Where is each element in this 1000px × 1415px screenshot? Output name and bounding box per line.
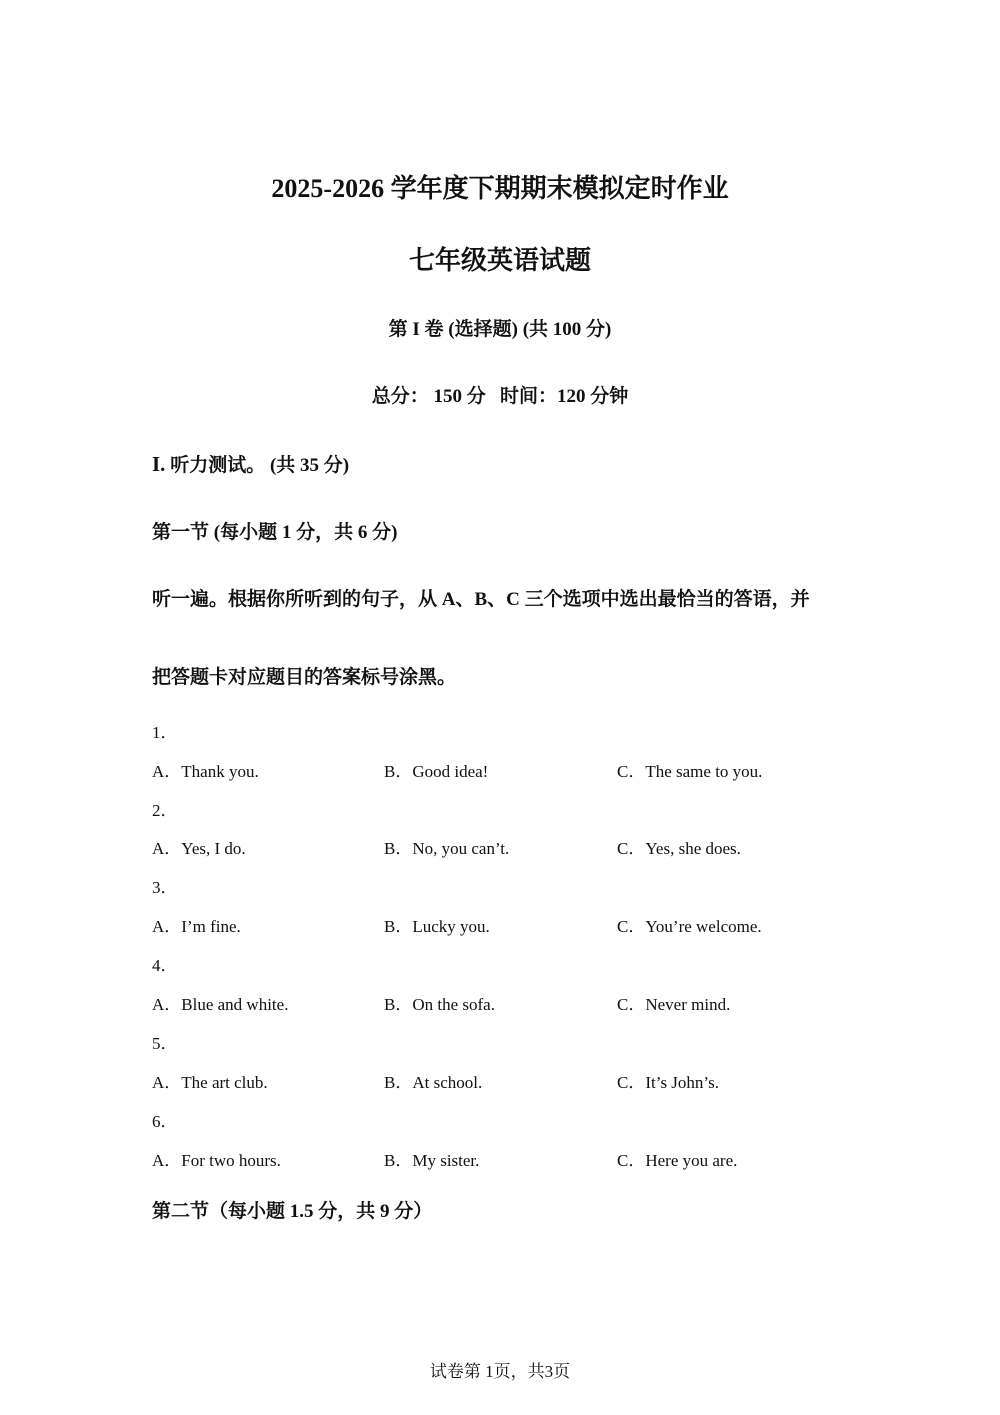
question-number: 1． [152, 723, 178, 742]
option-a: A．Yes, I do. [152, 839, 246, 858]
volume-heading: 第 I 卷 (选择题) (共 100 分) [388, 319, 612, 340]
option-b: B．My sister. [384, 1151, 480, 1170]
option-b: B．Lucky you. [384, 917, 490, 936]
option-b: B．On the sofa. [384, 995, 495, 1014]
option-a: A．Thank you. [152, 762, 259, 781]
question-number: 4． [152, 956, 178, 975]
part1-heading: 第一节 (每小题 1 分，共 6 分) [152, 522, 398, 543]
question-number: 5． [152, 1034, 178, 1053]
exam-title: 2025-2026 学年度下期期末模拟定时作业 [271, 174, 729, 203]
option-b: B．Good idea! [384, 762, 489, 781]
page-footer: 试卷第 1页，共3页 [429, 1362, 571, 1381]
option-a: A．For two hours. [152, 1151, 281, 1170]
option-c: C．Here you are. [617, 1151, 738, 1170]
option-a: A．I’m fine. [152, 917, 241, 936]
question-number: 6． [152, 1112, 178, 1131]
part2-heading: 第二节（每小题 1.5 分，共 9 分） [152, 1201, 433, 1222]
section-label: 听力测试。 (共 35 分) [165, 455, 350, 476]
section-roman-numeral: I. [152, 452, 166, 476]
score-time: 总分： 150 分 时间：120 分钟 [371, 386, 629, 407]
option-c: C．Yes, she does. [617, 839, 741, 858]
instruction-line-1: 听一遍。根据你所听到的句子，从 A、B、C 三个选项中选出最恰当的答语，并 [152, 589, 810, 610]
section-heading-listening [152, 450, 349, 477]
option-b: B．At school. [384, 1073, 483, 1092]
option-c: C．The same to you. [617, 762, 763, 781]
option-a: A．The art club. [152, 1073, 268, 1092]
question-number: 3． [152, 878, 178, 897]
instruction-line-2: 把答题卡对应题目的答案标号涂黑。 [152, 667, 457, 688]
option-c: C．Never mind. [617, 995, 731, 1014]
option-c: C．It’s John’s. [617, 1073, 720, 1092]
option-c: C．You’re welcome. [617, 917, 762, 936]
option-b: B．No, you can’t. [384, 839, 510, 858]
question-number: 2． [152, 801, 178, 820]
exam-subtitle: 七年级英语试题 [408, 246, 591, 275]
option-a: A．Blue and white. [152, 995, 289, 1014]
